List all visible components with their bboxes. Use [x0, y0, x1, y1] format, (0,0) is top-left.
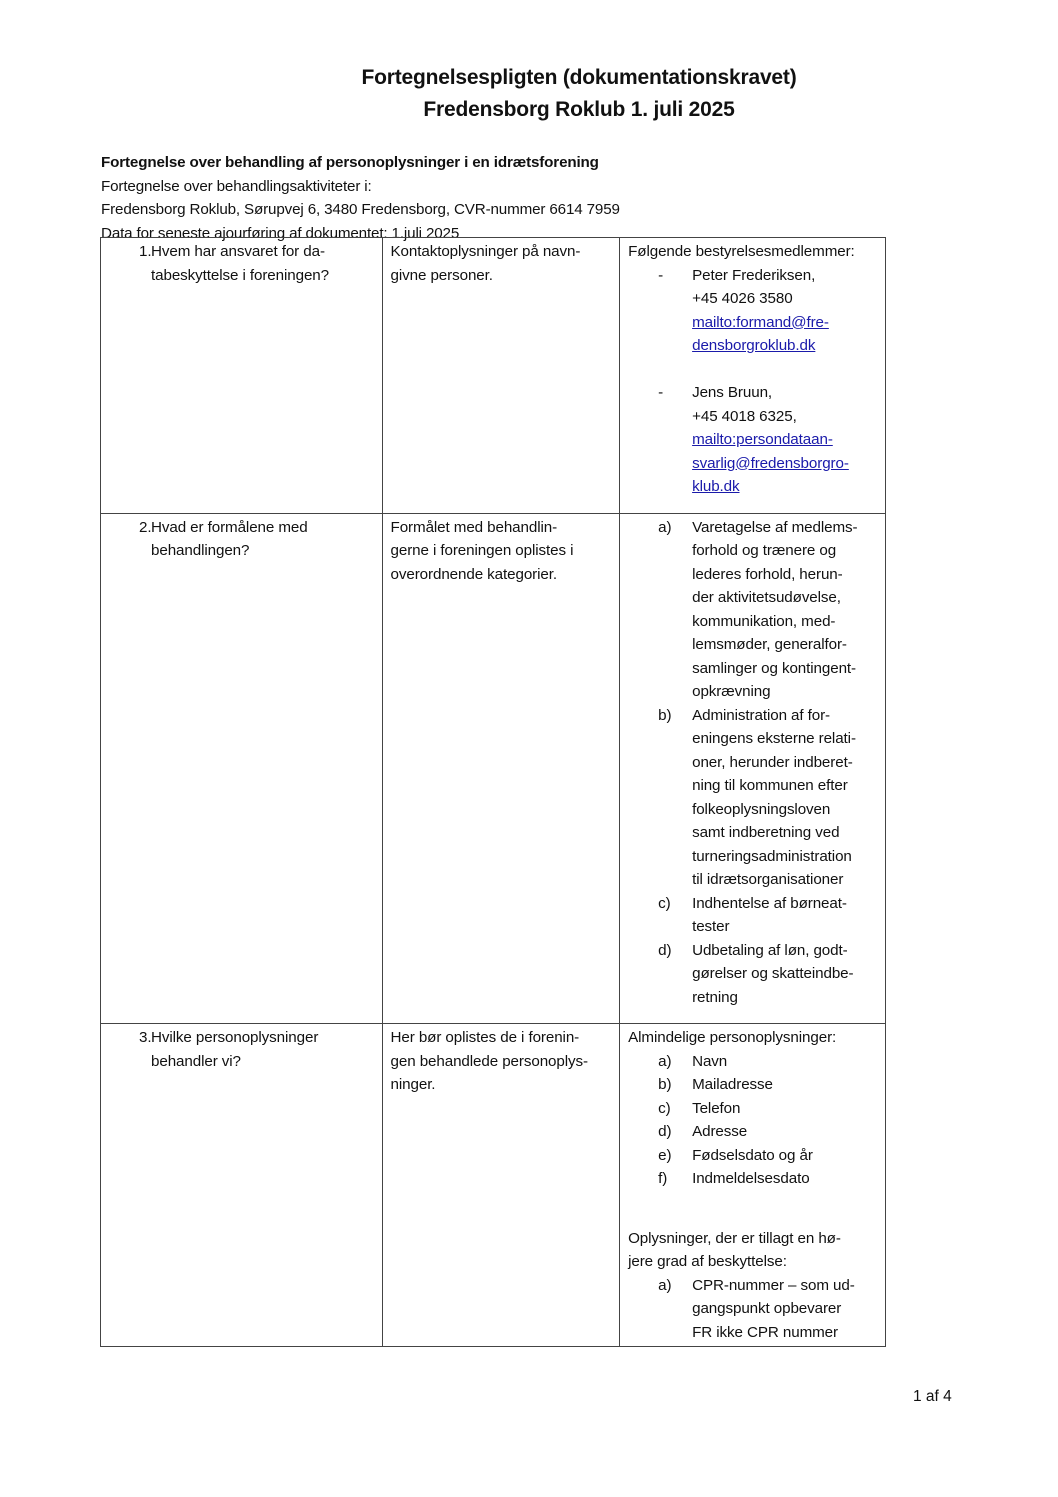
record-table: [100, 237, 886, 1347]
list-item: [628, 516, 878, 704]
question-cell: [101, 513, 383, 1024]
description-text: Her bør oplistes de i forenin- gen behandlede personoplys- ninger.: [390, 1029, 588, 1093]
list-marker: a): [658, 1276, 672, 1294]
list-marker: c): [658, 894, 671, 912]
list-item: [628, 892, 878, 939]
list-text: Mailadresse: [692, 1076, 773, 1093]
document-title: Fortegnelsespligten (dokumentationskravet): [361, 66, 797, 89]
answer-cell: [620, 1024, 886, 1347]
list-marker: a): [658, 1052, 672, 1070]
intro-line-1: Fortegnelse over behandlingsaktiviteter i:: [101, 177, 372, 195]
list-marker: e): [658, 1146, 672, 1164]
list-marker: d): [658, 941, 672, 959]
list-text: Navn: [692, 1052, 728, 1070]
row-number: 1.: [139, 243, 152, 260]
list-item: [628, 939, 878, 1010]
sensitive-data-heading: Oplysninger, der er tillagt en hø- jere grad af beskyttelse:: [628, 1229, 841, 1270]
question-text: Hvilke personoplysninger behandler vi?: [151, 1029, 319, 1070]
intro-line-3: Data for seneste ajourføring af dokumentet: 1.juli 2025: [101, 224, 460, 242]
question-cell: [101, 238, 383, 514]
list-text: Fødselsdato og år: [692, 1146, 813, 1164]
answer-cell: [620, 513, 886, 1024]
intro-block: [101, 151, 620, 245]
contact-name: Jens Bruun,: [692, 384, 773, 401]
list-item: [628, 1120, 878, 1144]
list-item: [628, 1274, 878, 1345]
list-marker: b): [658, 1076, 672, 1093]
list-text: Indhentelse af børneat- tester: [692, 894, 847, 935]
list-item: [628, 1167, 878, 1191]
list-item: [628, 1144, 878, 1168]
contact-phone: +45 4018 6325,: [692, 407, 797, 425]
document-subtitle: Fredensborg Roklub 1. juli 2025: [423, 98, 735, 121]
contact-item: [628, 264, 878, 358]
list-marker: b): [658, 706, 672, 724]
description-cell: [382, 513, 620, 1024]
table-row: [101, 1024, 886, 1347]
question-text: Hvad er formålene med behandlingen?: [151, 518, 308, 559]
question-cell: [101, 1024, 383, 1347]
description-cell: [382, 238, 620, 514]
description-text: Kontaktoplysninger på navn- givne personer.: [390, 243, 581, 284]
list-item: [628, 704, 878, 892]
list-text: Administration af for- eningens eksterne relati- oner, herunder indberet- ning til kommunen efter folkeoplysningsloven samt indberetning ved turneringsadministration til idrætsorganisationer: [692, 706, 856, 888]
list-text: Varetagelse af medlems- forhold og trænere og lederes forhold, herun- der aktivitetsudøvelse, kommunikation, med- lemsmøder, generalfor- samlinger og kontingent- opkrævning: [692, 518, 858, 700]
list-marker: f): [658, 1170, 668, 1187]
list-text: CPR-nummer – som ud- gangspunkt opbevarer FR ikke CPR nummer: [692, 1276, 855, 1341]
page-indicator: 1 af 4: [913, 1388, 952, 1405]
list-item: [628, 1073, 878, 1097]
contact-item: [628, 381, 878, 499]
table-row: [101, 238, 886, 514]
list-item: [628, 1097, 878, 1121]
answer-cell: [620, 238, 886, 514]
list-text: Indmeldelsesdato: [692, 1170, 810, 1187]
list-marker: a): [658, 518, 672, 536]
bullet-dash: -: [658, 384, 664, 401]
bullet-dash: -: [658, 266, 664, 284]
contact-email-link[interactable]: mailto:formand@fre- densborgroklub.dk: [692, 313, 829, 354]
list-text: Telefon: [692, 1099, 741, 1117]
contact-email-link[interactable]: mailto:persondataan- svarlig@fredensborgro- klub.dk: [692, 431, 849, 495]
description-text: Formålet med behandlin- gerne i foreningen oplistes i overordnende kategorier.: [390, 518, 574, 583]
table-row: [101, 513, 886, 1024]
list-marker: c): [658, 1099, 671, 1117]
answer-intro: Følgende bestyrelsesmedlemmer:: [628, 243, 855, 260]
description-cell: [382, 1024, 620, 1347]
row-number: 2.: [139, 518, 152, 536]
row-number: 3.: [139, 1029, 152, 1046]
list-text: Adresse: [692, 1123, 748, 1140]
intro-heading: Fortegnelse over behandling af personoplysninger i en idrætsforening: [101, 154, 599, 171]
intro-line-2: Fredensborg Roklub, Sørupvej 6, 3480 Fredensborg, CVR-nummer 6614 7959: [101, 201, 620, 218]
list-text: Udbetaling af løn, godt- gørelser og skatteindbe- retning: [692, 941, 854, 1006]
question-text: Hvem har ansvaret for da- tabeskyttelse i foreningen?: [151, 243, 329, 284]
contact-phone: +45 4026 3580: [692, 290, 793, 307]
list-item: [628, 1050, 878, 1074]
list-marker: d): [658, 1123, 672, 1140]
general-data-heading: Almindelige personoplysninger:: [628, 1029, 837, 1046]
contact-name: Peter Frederiksen,: [692, 266, 816, 284]
